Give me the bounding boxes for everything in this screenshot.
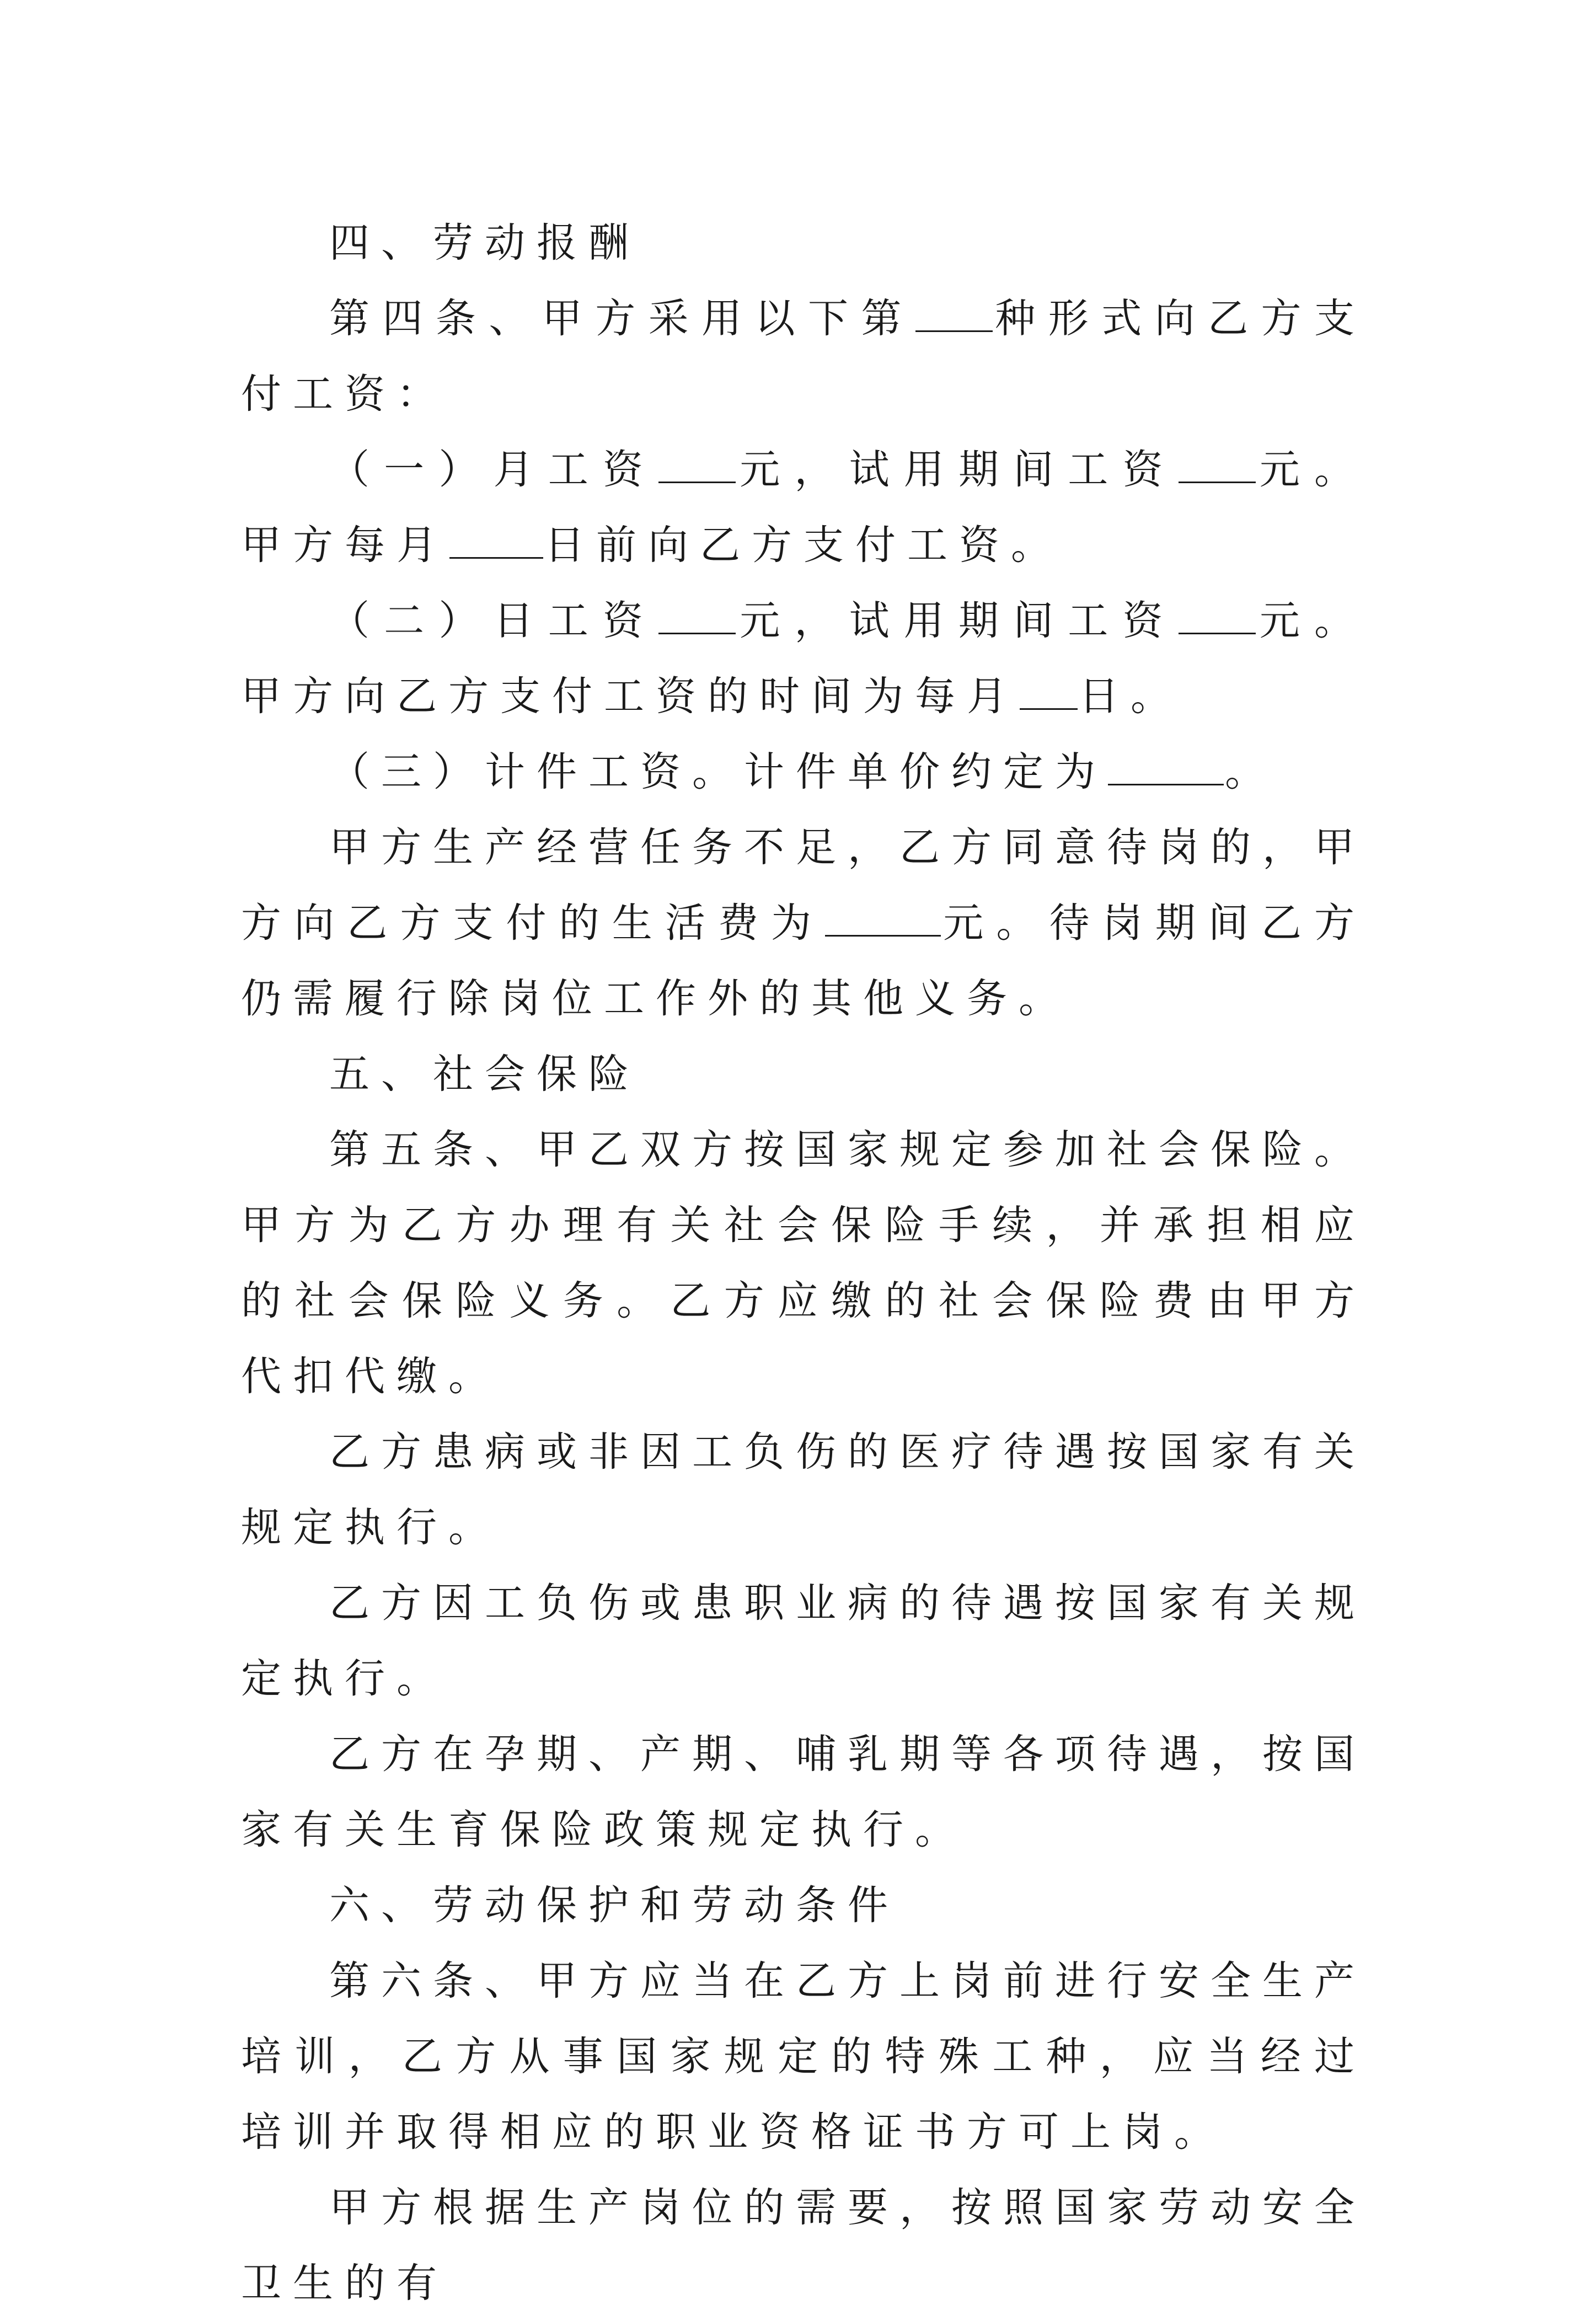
option-1-label: （一）月工资: [329, 446, 658, 493]
option-3-end: 。: [1225, 748, 1277, 795]
article-4-text-end: 种形式向乙方支付工资：: [241, 295, 1367, 418]
heading-text: 六、劳动保护和劳动条件: [329, 1882, 899, 1929]
heading-text: 五、社会保险: [329, 1051, 640, 1098]
standby-clause: [241, 810, 1366, 1036]
blank-living-allowance[interactable]: [825, 902, 941, 937]
option-2-label: （二）日工资: [329, 597, 658, 644]
option-1-text: 元，试用期间工资: [737, 446, 1177, 493]
option-monthly-wage: [241, 432, 1366, 583]
blank-form-choice[interactable]: [915, 297, 993, 332]
blank-daily-wage[interactable]: [658, 600, 736, 634]
document-body: [241, 205, 1366, 2321]
section-heading-remuneration: [241, 205, 1366, 281]
option-2-text: 元，试用期间工资: [737, 597, 1177, 644]
option-1-text-2: 元。甲方每月: [241, 446, 1367, 569]
maternity-clause: 乙方在孕期、产期、哺乳期等各项待遇，按国家有关生育保险政策规定执行。: [241, 1731, 1366, 1853]
article-5: 第五条、甲乙双方按国家规定参加社会保险。甲方为乙方办理有关社会保险手续，并承担相应的社会保险义务。乙方应缴的社会保险费由甲方代扣代缴。: [241, 1126, 1366, 1400]
heading-text: 四、劳动报酬: [329, 220, 640, 266]
option-2-text-3: 日。: [1079, 673, 1182, 720]
blank-piece-rate[interactable]: [1108, 751, 1224, 785]
medical-clause: 乙方患病或非因工负伤的医疗待遇按国家有关规定执行。: [241, 1429, 1366, 1551]
article-6: 第六条、甲方应当在乙方上岗前进行安全生产培训，乙方从事国家规定的特殊工种，应当经过培训并取得相应的职业资格证书方可上岗。: [241, 1958, 1366, 2156]
blank-probation-monthly-wage[interactable]: [1179, 448, 1256, 483]
option-daily-wage: [241, 583, 1366, 734]
section-heading-social-insurance: [241, 1036, 1366, 1112]
option-1-text-3: 日前向乙方支付工资。: [544, 522, 1063, 569]
work-injury-clause: 乙方因工负伤或患职业病的待遇按国家有关规定执行。: [241, 1580, 1366, 1702]
article-4: [241, 281, 1366, 432]
option-3-label: （三）计件工资。计件单价约定为: [329, 748, 1107, 795]
blank-probation-daily-wage[interactable]: [1179, 600, 1256, 634]
section-heading-labor-protection: [241, 1868, 1366, 1943]
article-4-text: 第四条、甲方采用以下第: [329, 295, 914, 342]
standby-text-2: 元。待岗期间乙方仍需履行除岗位工作外的其他义务。: [241, 900, 1367, 1022]
blank-monthly-wage[interactable]: [658, 448, 736, 483]
blank-daily-pay-day[interactable]: [1020, 675, 1078, 710]
standby-text: 甲方生产经营任务不足，乙方同意待岗的，甲方向乙方支付的生活费为: [241, 824, 1366, 946]
protection-clause: 甲方根据生产岗位的需要，按照国家劳动安全卫生的有: [241, 2184, 1366, 2307]
option-piece-wage: [241, 734, 1366, 810]
blank-pay-day[interactable]: [449, 524, 543, 559]
option-2-text-2: 元。甲方向乙方支付工资的时间为每月: [241, 597, 1367, 720]
